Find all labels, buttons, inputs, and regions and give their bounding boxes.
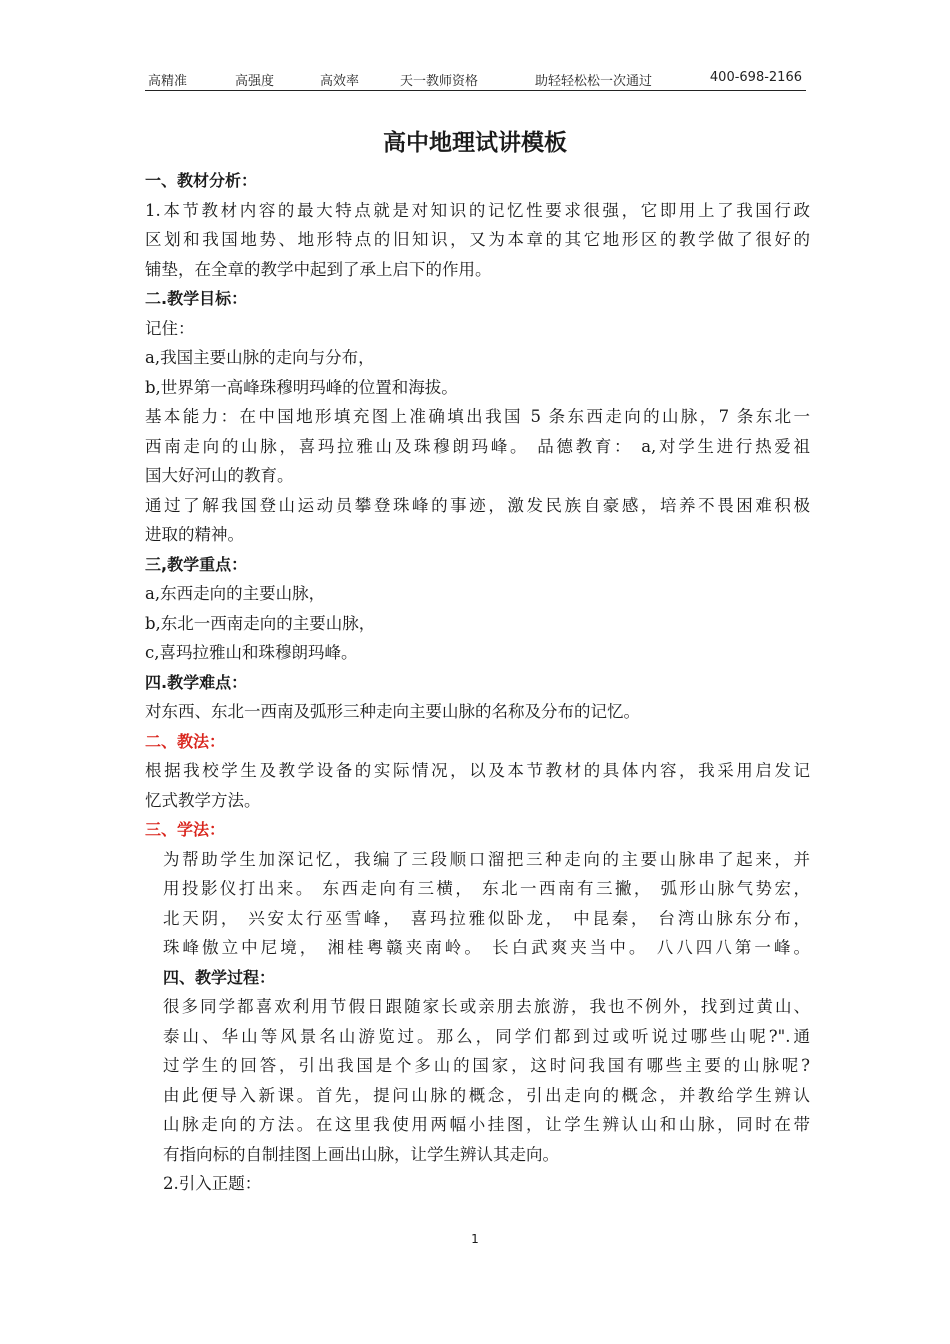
paragraph-line: 为帮助学生加深记忆，我编了三段顺口溜把三种走向的主要山脉串了起来，并	[163, 849, 810, 869]
paragraph-line: b,世界第一高峰珠穆明玛峰的位置和海拔。	[145, 377, 458, 397]
section-heading: 二.教学目标：	[145, 289, 248, 308]
page-title: 高中地理试讲模板	[383, 130, 567, 156]
page-header	[145, 68, 806, 91]
section-heading: 四、教学过程：	[163, 967, 276, 987]
paragraph-line: 对东西、东北一西南及弧形三种走向主要山脉的名称及分布的记忆。	[145, 702, 640, 721]
paragraph-line: 国大好河山的教育。	[145, 466, 294, 485]
paragraph-line: 根据我校学生及教学设备的实际情况，以及本节教材的具体内容，我采用启发记	[145, 761, 810, 780]
paragraph-line: 北天阴， 兴安太行巫雪峰， 喜玛拉雅似卧龙， 中昆秦， 台湾山脉东分布，	[163, 908, 810, 928]
page-number: 1	[471, 1232, 479, 1246]
paragraph-line: a,东西走向的主要山脉，	[145, 584, 326, 603]
section-heading-red: 二、教法：	[145, 731, 226, 751]
paragraph-line: 1.本节教材内容的最大特点就是对知识的记忆性要求很强，它即用上了我国行政	[145, 200, 810, 220]
header-item: 天一教师资格	[400, 74, 479, 89]
paragraph-line: 铺垫，在全章的教学中起到了承上启下的作用。	[145, 259, 492, 279]
paragraph-line: 进取的精神。	[145, 525, 244, 544]
paragraph-line: 山脉走向的方法。在这里我使用两幅小挂图，让学生辨认山和山脉，同时在带	[163, 1115, 810, 1134]
paragraph-line: 用投影仪打出来。 东西走向有三横， 东北一西南有三撇， 弧形山脉气势宏，	[163, 879, 810, 898]
header-item: 助轻轻松松一次通过	[535, 74, 653, 89]
paragraph-line: 过学生的回答，引出我国是个多山的国家，这时问我国有哪些主要的山脉呢?	[163, 1056, 810, 1075]
header-item: 高效率	[320, 74, 360, 89]
paragraph-line: 很多同学都喜欢利用节假日跟随家长或亲朋去旅游，我也不例外，找到过黄山、	[163, 997, 810, 1016]
header-item: 高精准	[148, 74, 188, 89]
section-heading: 三,教学重点：	[145, 554, 248, 574]
document-body	[145, 166, 810, 1199]
paragraph-line: 区划和我国地势、地形特点的旧知识，又为本章的其它地形区的教学做了很好的	[145, 230, 810, 249]
paragraph-line: b,东北一西南走向的主要山脉，	[145, 613, 376, 633]
paragraph-line: 2.引入正题：	[163, 1174, 262, 1193]
section-heading: 一、教材分析：	[145, 171, 258, 190]
section-heading-red: 三、学法：	[145, 820, 226, 839]
header-phone: 400-698-2166	[709, 70, 802, 85]
paragraph-line: 由此便导入新课。首先，提问山脉的概念，引出走向的概念，并教给学生辨认	[163, 1085, 810, 1105]
paragraph-line: 珠峰傲立中尼境， 湘桂粤赣夹南岭。 长白武爽夹当中。 八八四八第一峰。	[163, 938, 810, 957]
header-item: 高强度	[235, 74, 275, 89]
paragraph-line: 通过了解我国登山运动员攀登珠峰的事迹，激发民族自豪感，培养不畏困难积极	[145, 495, 810, 515]
paragraph-line: 泰山、华山等风景名山游览过。那么，同学们都到过或听说过哪些山呢?".通	[163, 1026, 810, 1046]
paragraph-line: a,我国主要山脉的走向与分布，	[145, 348, 375, 367]
paragraph-line: 有指向标的自制挂图上画出山脉，让学生辨认其走向。	[163, 1144, 559, 1164]
paragraph-line: c,喜玛拉雅山和珠穆朗玛峰。	[145, 643, 358, 662]
paragraph-line: 西南走向的山脉，喜玛拉雅山及珠穆朗玛峰。 品德教育： a,对学生进行热爱祖	[145, 436, 810, 456]
paragraph-line: 记住：	[145, 318, 195, 338]
paragraph-line: 忆式教学方法。	[145, 790, 261, 810]
paragraph-line: 基本能力：在中国地形填充图上准确填出我国 5 条东西走向的山脉，7 条东北一	[145, 407, 810, 426]
section-heading: 四.教学难点：	[145, 672, 248, 692]
